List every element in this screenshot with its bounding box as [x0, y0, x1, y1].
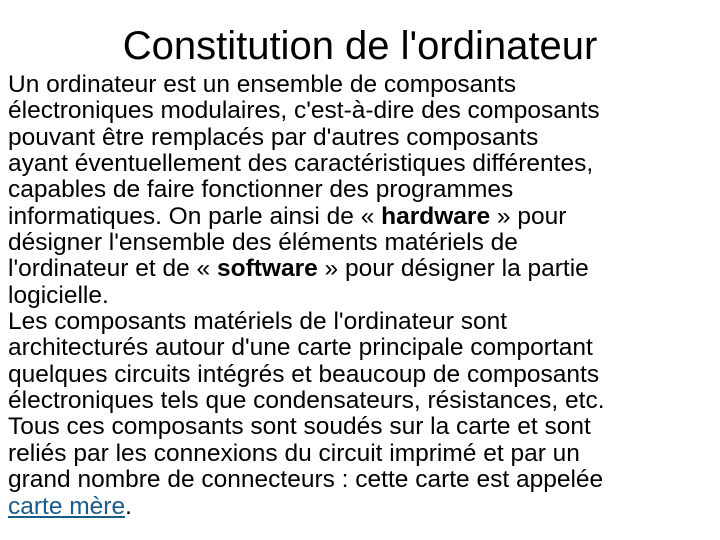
text-line: désigner l'ensemble des éléments matériels de	[8, 229, 518, 257]
keyword-software: software	[216, 255, 318, 283]
text-line: quelques circuits intégrés et beaucoup de composants	[8, 360, 600, 388]
text-fragment: » pour désigner la partie	[317, 255, 589, 283]
text-line: logicielle.	[8, 281, 109, 309]
text-line: Les composants matériels de l'ordinateur sont	[8, 308, 508, 336]
text-line: ayant éventuellement des caractéristiques différentes,	[8, 150, 594, 178]
keyword-hardware: hardware	[381, 202, 491, 230]
text-line: architecturés autour d'une carte principale comportant	[8, 334, 593, 362]
slide-title: Constitution de l'ordinateur	[122, 24, 598, 68]
text-line: Un ordinateur est un ensemble de composants	[8, 71, 516, 98]
slide-body	[8, 72, 714, 520]
text-line: électroniques tels que condensateurs, résistances, etc.	[8, 387, 605, 415]
text-fragment: » pour	[490, 202, 567, 230]
text-line: électroniques modulaires, c'est-à-dire des composants	[8, 97, 600, 125]
paragraph-hardware-software	[8, 72, 714, 309]
carte-mere-link[interactable]: carte mère	[8, 492, 126, 520]
text-line: grand nombre de connecteurs : cette carte est appelée	[8, 466, 604, 494]
paragraph-motherboard	[8, 309, 714, 520]
text-line-carte-mere	[8, 492, 714, 520]
text-line: Tous ces composants sont soudés sur la carte et sont	[8, 413, 591, 441]
text-fragment: l'ordinateur et de «	[8, 255, 217, 283]
text-line: capables de faire fonctionner des programmes	[8, 176, 514, 204]
text-fragment: informatiques. On parle ainsi de «	[8, 202, 382, 230]
text-fragment: .	[125, 492, 132, 520]
text-line-hardware	[8, 202, 714, 230]
text-line-software	[8, 255, 714, 283]
text-line: pouvant être remplacés par d'autres composants	[8, 123, 539, 151]
text-line: reliés par les connexions du circuit imprimé et par un	[8, 439, 580, 467]
